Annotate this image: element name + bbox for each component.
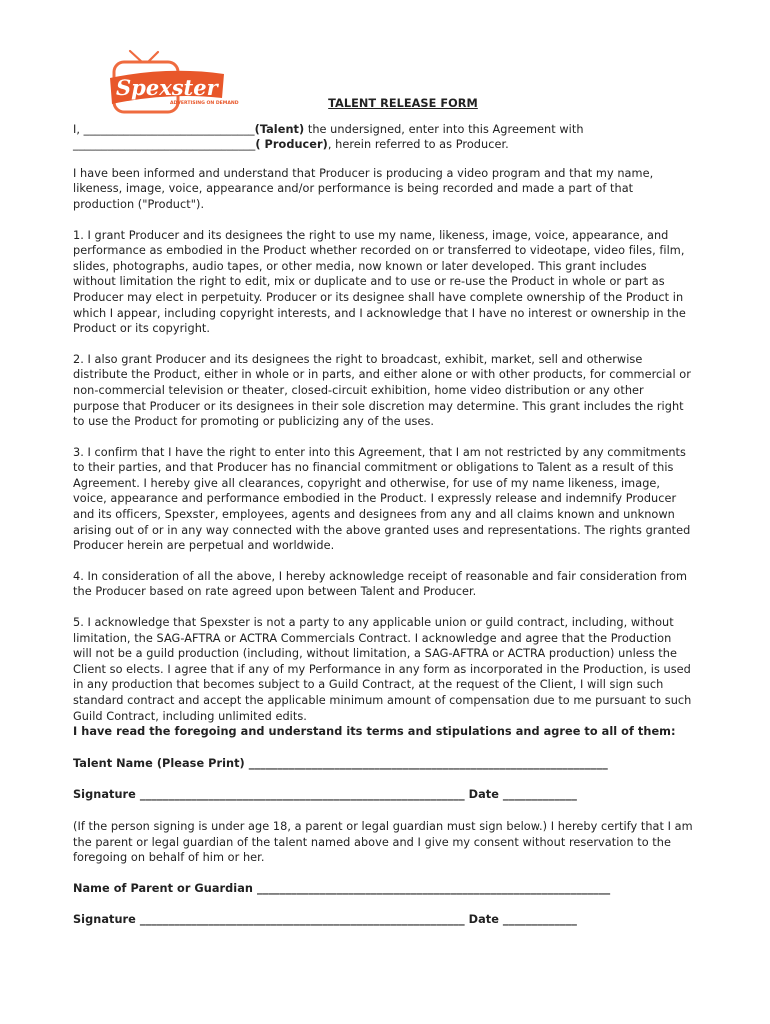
parent-signature-line[interactable]: _________________________________________________________ <box>135 913 465 927</box>
form-title: TALENT RELEASE FORM <box>328 97 478 110</box>
talent-signature-row <box>73 787 693 803</box>
parent-name-label: Name of Parent or Guardian <box>73 881 253 895</box>
parent-name-field <box>73 881 693 897</box>
talent-name-line[interactable]: _______________________________________________________________ <box>244 756 608 770</box>
paragraph-1: 1. I grant Producer and its designees the right to use my name, likeness, image, voice, appearance, and performance as embodied in the Product whether recorded on or transferred to videotape, video files, film, slides, photographs, audio tapes, or other media, now known or later developed. This grant includes without limitation the right to edit, mix or duplicate and to use or re-use the Product in whole or part as Producer may elect in perpetuity. Producer or its designee shall have complete ownership of the Product in which I appear, including copyright interests, and I acknowledge that I have no interest or ownership in the Product or its copyright. <box>73 228 686 336</box>
paragraph-3: 3. I confirm that I have the right to enter into this Agreement, that I am not restricted by any commitments to their parties, and that Producer has no financial commitment or obligations to Talent as a result of this Agreement. I hereby give all clearances, copyright and otherwise, for use of my name likeness, image, voice, appearance and performance embodied in the Product. I expressly release and indemnify Producer and its officers, Spexster, employees, agents and designees from any and all claims known and unknown arising out of or in any way connected with the above granted uses and representations. The rights granted Producer herein are perpetual and worldwide. <box>73 445 691 553</box>
paragraph-5: 5. I acknowledge that Spexster is not a party to any applicable union or guild contract, including, without limitation, the SAG-AFTRA or ACTRA Commercials Contract. I acknowledge and agree that the Production will not be a guild production (including, without limitation, a SAG-AFTRA or ACTRA production) unless the Client so elects. I agree that if any of my Performance in any form as incorporated in the Production, is used in any production that becomes subject to a Guild Contract, at the request of the Client, I will sign such standard contract and accept the applicable minimum amount of compensation due to me pursuant to such Guild Contract, including unlimited edits. <box>73 616 692 723</box>
logo-tagline-text: ADVERTISING ON DEMAND <box>170 101 239 106</box>
producer-blank[interactable]: ________________________________ <box>73 138 256 152</box>
talent-label: (Talent) <box>254 122 305 136</box>
parent-signature-label: Signature <box>73 913 136 927</box>
parent-date-line[interactable]: _____________ <box>498 913 577 927</box>
talent-name-label: Talent Name (Please Print) <box>73 756 245 770</box>
paragraph-4: 4. In consideration of all the above, I hereby acknowledge receipt of reasonable and fair consideration from the Producer based on rate agreed upon between Talent and Producer. <box>73 569 688 599</box>
minor-consent-note: (If the person signing is under age 18, a parent or legal guardian must sign below.) I hereby certify that I am the parent or legal guardian of the talent named above and I give my consent without reservation to the foregoing on behalf of him or her. <box>73 819 693 865</box>
parent-signature-row <box>73 912 693 928</box>
paragraph-2: 2. I also grant Producer and its designees the right to broadcast, exhibit, market, sell and otherwise distribute the Product, either in whole or in parts, and either alone or with other products, for commercial or non-commercial television or theater, closed-circuit exhibition, home video distribution or any other purpose that Producer or its designees in their sole discretion may determine. This grant includes the right to use the Product for promoting or publicizing any of the uses. <box>73 352 691 429</box>
signature-label: Signature <box>73 788 136 802</box>
agreement-statement: I have read the foregoing and understand its terms and stipulations and agree to all of them: <box>73 725 676 739</box>
intro-line2-text: , herein referred to as Producer. <box>327 138 509 152</box>
release-form <box>73 96 693 944</box>
talent-name-field <box>73 756 693 772</box>
date-label: Date <box>468 788 499 802</box>
date-line[interactable]: _____________ <box>498 788 577 802</box>
talent-blank[interactable]: I, ______________________________ <box>73 122 255 136</box>
paragraph-intro: I have been informed and understand that Producer is producing a video program and that my name, likeness, image, voice, appearance and/or performance is being recorded and made a part of that production ("Product"). <box>73 166 654 211</box>
producer-label: ( Producer) <box>255 138 328 152</box>
intro-paragraph <box>73 122 693 153</box>
parent-date-label: Date <box>468 913 499 927</box>
parent-name-line[interactable]: ______________________________________________________________ <box>252 881 611 895</box>
logo-brand-text: Spexster <box>116 75 218 100</box>
signature-line[interactable]: _________________________________________________________ <box>135 788 465 802</box>
intro-line1-text: the undersigned, enter into this Agreement with <box>304 122 584 136</box>
